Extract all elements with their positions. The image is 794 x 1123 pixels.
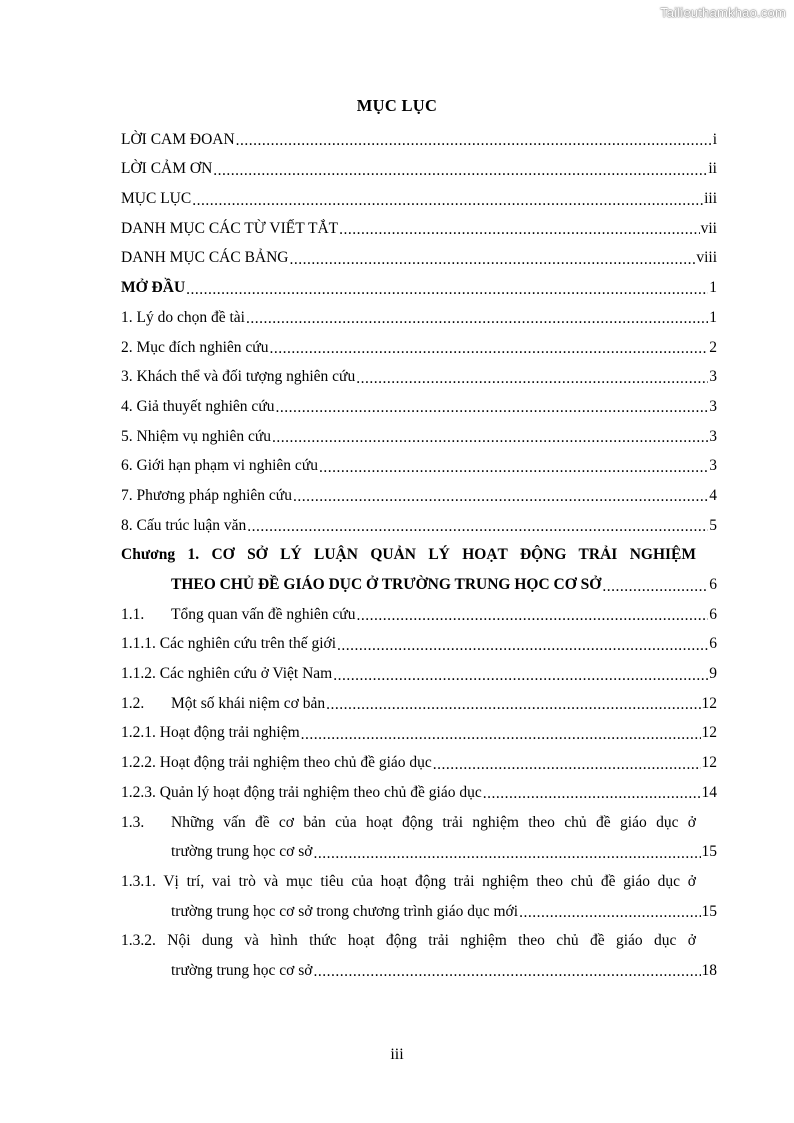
toc-entry-page: viii	[696, 249, 717, 267]
toc-entry[interactable]	[121, 807, 717, 837]
toc-entry-page: 9	[709, 665, 717, 683]
toc-entry-label: 1.1.1. Các nghiên cứu trên thế giới	[121, 635, 337, 653]
toc-entry[interactable]	[121, 154, 717, 184]
toc-entry-label: 2. Mục đích nghiên cứu	[121, 338, 269, 356]
toc-entry-label: 8. Cấu trúc luận văn	[121, 516, 247, 534]
toc-entry-label: 6. Giới hạn phạm vi nghiên cứu	[121, 457, 318, 475]
leader-dots	[213, 163, 707, 179]
toc-entry[interactable]	[121, 747, 717, 777]
toc-entry[interactable]	[121, 272, 717, 302]
leader-dots	[433, 757, 701, 773]
toc-entry-label: 1.2.2. Hoạt động trải nghiệm theo chủ đề giáo dục	[121, 754, 432, 772]
toc-entry[interactable]	[121, 688, 717, 718]
toc-entry-label-line1: 1.3.2. Nội dung và hình thức hoạt động trải nghiệm theo chủ đề giáo dục ở	[121, 932, 696, 950]
toc-entry-page: 3	[709, 397, 717, 415]
leader-dots	[333, 668, 708, 684]
leader-dots	[186, 282, 708, 298]
toc-entry-number: 1.2.	[121, 694, 145, 712]
toc-entry-label: Tổng quan vấn đề nghiên cứu	[171, 605, 356, 623]
toc-entry[interactable]	[121, 362, 717, 392]
leader-dots	[246, 311, 708, 327]
toc-entry-label-line1: 1.3.1. Vị trí, vai trò và mục tiêu của hoạt động trải nghiệm theo chủ đề giáo dục ở	[121, 872, 696, 890]
toc-entry[interactable]	[121, 421, 717, 451]
toc-entry-label: 4. Giả thuyết nghiên cứu	[121, 397, 275, 415]
toc-entry-line1	[121, 814, 696, 832]
toc-chapter-entry-continuation	[121, 569, 717, 599]
leader-dots	[236, 133, 712, 149]
toc-entry[interactable]	[121, 480, 717, 510]
watermark-text: Tailieuthamkhao.com	[660, 5, 786, 20]
toc-entry[interactable]	[121, 451, 717, 481]
toc-entry[interactable]	[121, 243, 717, 273]
toc-entry-page: 6	[709, 576, 717, 593]
toc-entry[interactable]	[121, 777, 717, 807]
toc-entry[interactable]	[121, 332, 717, 362]
leader-dots	[290, 252, 696, 268]
toc-entry-label: 1.2.1. Hoạt động trải nghiệm	[121, 724, 300, 742]
leader-dots	[313, 846, 700, 862]
toc-entry[interactable]	[121, 124, 717, 154]
leader-dots	[339, 222, 699, 238]
toc-entry-page: 3	[709, 427, 717, 445]
toc-entry-page: 14	[701, 783, 717, 801]
toc-entry-continuation	[121, 896, 717, 926]
toc-entry-label-line2: trường trung học cơ sở	[171, 843, 313, 861]
toc-entry-page: 12	[701, 694, 717, 712]
page-number: iii	[390, 1046, 404, 1063]
toc-entry-page: 1	[709, 308, 717, 326]
toc-entry-continuation	[121, 955, 717, 985]
toc-entry-continuation	[121, 837, 717, 867]
toc-entry-label: DANH MỤC CÁC BẢNG	[121, 249, 289, 267]
toc-entry[interactable]	[121, 599, 717, 629]
toc-entry[interactable]	[121, 183, 717, 213]
toc-entry-label-line2: trường trung học cơ sở	[171, 961, 313, 979]
leader-dots	[319, 460, 708, 476]
toc-entry-label: DANH MỤC CÁC TỪ VIẾT TẮT	[121, 219, 339, 237]
toc-entry-page: 3	[709, 368, 717, 386]
toc-entry-label: MỤC LỤC	[121, 190, 192, 208]
leader-dots	[313, 964, 700, 980]
leader-dots	[602, 579, 708, 595]
toc-entry-page: vii	[700, 219, 717, 237]
toc-entry-number: 1.1.	[121, 605, 145, 623]
leader-dots	[272, 430, 708, 446]
toc-entry-label: Một số khái niệm cơ bản	[171, 694, 326, 712]
toc-entry[interactable]	[121, 658, 717, 688]
leader-dots	[301, 727, 701, 743]
toc-entry-label: 1. Lý do chọn đề tài	[121, 308, 245, 326]
toc-entry-label: 3. Khách thể và đối tượng nghiên cứu	[121, 368, 356, 386]
leader-dots	[356, 608, 708, 624]
toc-entry-page: 4	[709, 486, 717, 504]
toc-entry-label-line2: THEO CHỦ ĐỀ GIÁO DỤC Ở TRƯỜNG TRUNG HỌC CƠ SỞ	[171, 576, 602, 593]
toc-entry[interactable]	[121, 213, 717, 243]
leader-dots	[192, 193, 703, 209]
toc-entry-page: 15	[701, 843, 717, 861]
leader-dots	[483, 786, 701, 802]
toc-entry-page: 3	[709, 457, 717, 475]
leader-dots	[326, 697, 700, 713]
toc-entry-page: iii	[704, 190, 717, 208]
toc-chapter-entry[interactable]	[121, 540, 717, 570]
toc-entry[interactable]	[121, 718, 717, 748]
toc-entry[interactable]	[121, 926, 717, 956]
toc-entry-label-line1: Chương 1. CƠ SỞ LÝ LUẬN QUẢN LÝ HOẠT ĐỘNG TRẢI NGHIỆM	[121, 546, 696, 564]
leader-dots	[337, 638, 708, 654]
toc-entry-page: 12	[701, 724, 717, 742]
toc-entry[interactable]	[121, 510, 717, 540]
toc-entry-page: 2	[709, 338, 717, 356]
toc-entry-page: ii	[708, 160, 717, 178]
toc-entry-label: MỞ ĐẦU	[121, 279, 186, 297]
toc-entry-page: 15	[701, 902, 717, 920]
leader-dots	[275, 400, 708, 416]
toc-entry-label: 7. Phương pháp nghiên cứu	[121, 486, 292, 504]
toc-entry[interactable]	[121, 391, 717, 421]
toc-entry-number: 1.3.	[121, 813, 145, 831]
toc-entry-page: 12	[701, 754, 717, 772]
toc-entry-label-line1: Những vấn đề cơ bản của hoạt động trải nghiệm theo chủ đề giáo dục ở	[171, 813, 696, 831]
toc-entry-page: 6	[709, 635, 717, 653]
page-title: MỤC LỤC	[356, 96, 438, 115]
leader-dots	[293, 489, 708, 505]
leader-dots	[356, 371, 708, 387]
toc-entry[interactable]	[121, 629, 717, 659]
table-of-contents	[121, 124, 717, 985]
toc-entry[interactable]	[121, 302, 717, 332]
toc-entry-label: LỜI CẢM ƠN	[121, 160, 213, 178]
toc-entry[interactable]	[121, 866, 717, 896]
toc-entry-page: 18	[701, 961, 717, 979]
leader-dots	[269, 341, 708, 357]
toc-entry-label: 5. Nhiệm vụ nghiên cứu	[121, 427, 272, 445]
toc-entry-label: 1.1.2. Các nghiên cứu ở Việt Nam	[121, 665, 333, 683]
toc-entry-label: 1.2.3. Quản lý hoạt động trải nghiệm theo chủ đề giáo dục	[121, 783, 482, 801]
toc-entry-page: 5	[709, 516, 717, 534]
toc-entry-page: i	[712, 130, 717, 148]
leader-dots	[247, 519, 708, 535]
toc-entry-page: 6	[709, 605, 717, 623]
toc-entry-page: 1	[709, 279, 717, 297]
toc-entry-label: LỜI CAM ĐOAN	[121, 130, 235, 148]
toc-entry-label-line2: trường trung học cơ sở trong chương trình giáo dục mới	[171, 902, 519, 920]
leader-dots	[519, 905, 700, 921]
